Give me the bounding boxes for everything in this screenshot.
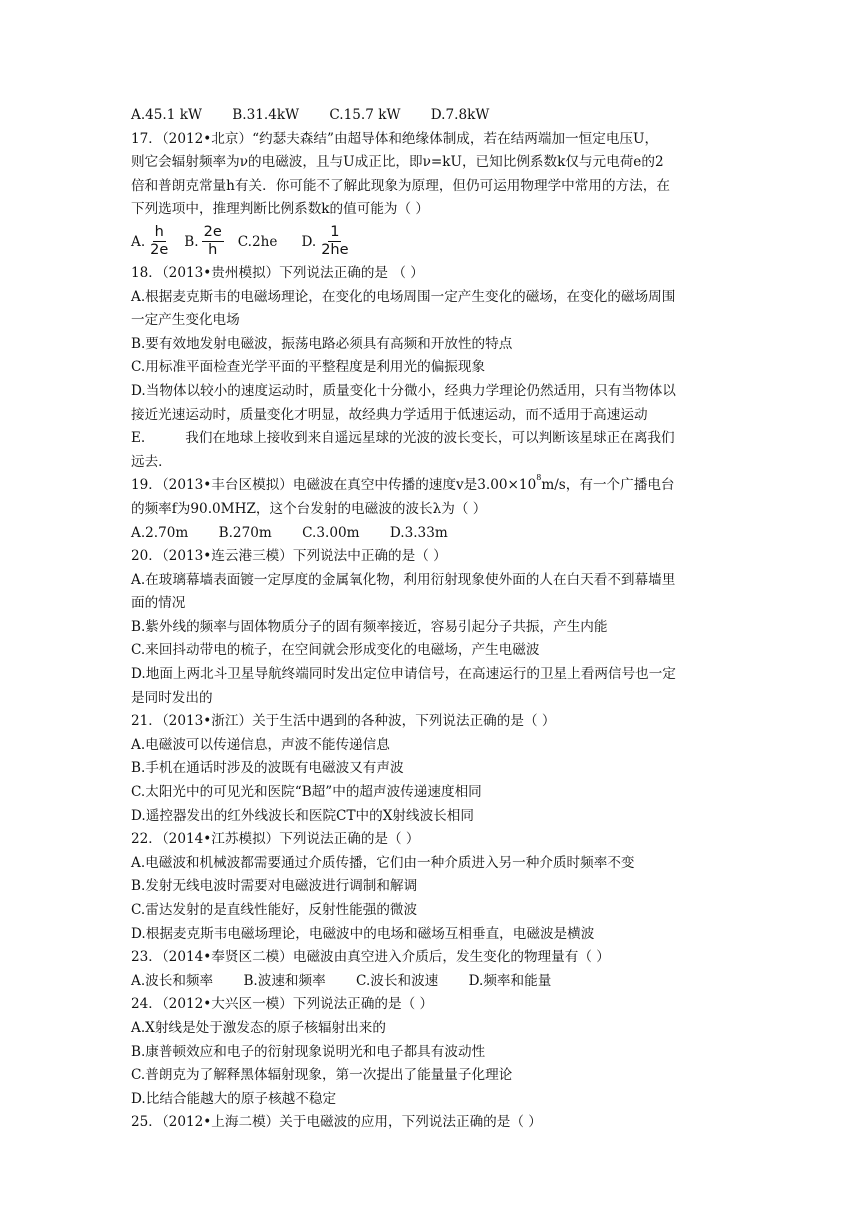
question-21-line-2: A.电磁波可以传递信息，声波不能传递信息 [131, 736, 390, 753]
q19-option-c: C.3.00m [302, 524, 360, 541]
q17-option-a-denominator: 2e [150, 242, 169, 259]
question-25 [131, 1111, 731, 1135]
question-22-line-5: D.根据麦克斯韦电磁场理论，电磁波中的电场和磁场互相垂直，电磁波是横波 [131, 925, 595, 942]
question-22-line-1: 22．（2014•江苏模拟）下列说法正确的是（ ） [131, 831, 420, 848]
question-19 [131, 474, 731, 545]
question-25-line-1: 25．（2012•上海二模）关于电磁波的应用，下列说法正确的是（ ） [131, 1114, 542, 1131]
question-18-line-4: B.要有效地发射电磁波，振荡电路必须具有高频和开放性的特点 [131, 335, 513, 352]
document-page [131, 104, 731, 1135]
question-22-line-4: C.雷达发射的是直线性能好，反射性能强的微波 [131, 902, 418, 918]
question-20-line-2: A.在玻璃幕墙表面镀一定厚度的金属氧化物，利用衍射现象使外面的人在白天看不到幕墙里 [131, 571, 676, 588]
question-22 [131, 828, 731, 946]
question-22-line-3: B.发射无线电波时需要对电磁波进行调制和解调 [131, 878, 418, 895]
q16-option-c: C.15.7 kW [329, 107, 401, 123]
question-20-line-6: D.地面上两北斗卫星导航终端同时发出定位申请信号，在高速运行的卫星上看两信号也一定 [131, 666, 676, 683]
q17-option-a-fraction [148, 224, 170, 259]
question-24-line-4: C.普朗克为了解释黑体辐射现象，第一次提出了能量量子化理论 [131, 1067, 513, 1084]
question-24-line-3: B.康普顿效应和电子的衍射现象说明光和电子都具有波动性 [131, 1043, 486, 1060]
question-21-line-1: 21．（2013•浙江）关于生活中遇到的各种波，下列说法正确的是（ ） [131, 713, 556, 730]
question-17-line-3: 倍和普朗克常量h有关．你可能不了解此现象为原理，但仍可运用物理学中常用的方法，在 [131, 177, 670, 194]
q19-line-1-pre: 19．（2013•丰台区模拟）电磁波在真空中传播的速度v是3.00×10 [131, 477, 537, 494]
q17-option-a-numerator: h [154, 224, 164, 241]
question-21-line-3: B.手机在通话时涉及的波既有电磁波又有声波 [131, 760, 404, 777]
q17-option-c: C.2he [237, 233, 278, 250]
q19-option-b: B.270m [218, 524, 272, 541]
q16-option-d: D.7.8kW [430, 107, 490, 123]
question-17-line-1: 17．（2012•北京）“约瑟夫森结”由超导体和绝缘体制成，若在结两端加一恒定电压U， [131, 130, 659, 147]
q17-option-d-numerator: 1 [330, 224, 340, 241]
q23-options [131, 970, 731, 994]
question-17 [131, 128, 731, 262]
q18-option-e-label: E. [131, 430, 146, 447]
question-18-line-1: 18．（2013•贵州模拟）下列说法正确的是 （ ） [131, 264, 424, 281]
q19-option-a: A.2.70m [131, 524, 189, 541]
q18-option-e-text: 我们在地球上接收到来自遥远星球的光波的波长变长，可以判断该星球正在离我们 [185, 430, 675, 447]
q17-option-b-denominator: h [208, 242, 218, 259]
q17-option-b [184, 224, 223, 259]
question-20-line-5: C.来回抖动带电的梳子，在空间就会形成变化的电磁场，产生电磁波 [131, 642, 540, 659]
q16-option-b: B.31.4kW [232, 107, 300, 123]
question-17-options [131, 222, 731, 262]
question-17-line-2: 则它会辐射频率为ν的电磁波，且与U成正比，即ν=kU，已知比例系数k仅与元电荷e的2 [131, 154, 664, 171]
q23-option-a: A.波长和频率 [131, 972, 214, 989]
question-23 [131, 946, 731, 993]
question-20 [131, 545, 731, 710]
question-24-line-5: D.比结合能越大的原子核越不稳定 [131, 1090, 337, 1107]
q23-option-c: C.波长和波速 [356, 972, 439, 989]
question-20-line-7: 是同时发出的 [131, 689, 213, 706]
question-18-option-e-cont: 远去． [131, 453, 172, 470]
question-24-line-2: A.X射线是处于激发态的原子核辐射出来的 [131, 1019, 386, 1036]
question-18 [131, 262, 731, 474]
q17-option-b-label: B. [184, 233, 199, 250]
question-24-line-1: 24．（2012•大兴区一模）下列说法正确的是（ ） [131, 996, 434, 1013]
q23-option-d: D.频率和能量 [468, 972, 552, 989]
question-18-line-3: 一定产生变化电场 [131, 312, 240, 329]
question-22-line-2: A.电磁波和机械波都需要通过介质传播，它们由一种介质进入另一种介质时频率不变 [131, 854, 635, 871]
q16-option-a: A.45.1 kW [131, 107, 202, 123]
question-21-line-5: D.遥控器发出的红外线波长和医院CT中的X射线波长相同 [131, 807, 474, 824]
q17-option-a-label: A. [131, 233, 146, 250]
question-23-line-1: 23．（2014•奉贤区二模）电磁波由真空进入介质后，发生变化的物理量有（ ） [131, 949, 610, 966]
question-20-line-1: 20．（2013•连云港三模）下列说法中正确的是（ ） [131, 548, 447, 565]
question-19-line-2: 的频率f为90.0MHZ，这个台发射的电磁波的波长λ为（ ） [131, 500, 487, 517]
q16-options [131, 104, 731, 128]
q17-option-d-denominator: 2he [321, 242, 349, 259]
q17-option-d [301, 224, 350, 259]
question-21 [131, 710, 731, 828]
question-18-option-e [131, 427, 731, 451]
question-17-line-4: 下列选项中，推理判断比例系数k的值可能为（ ） [131, 201, 430, 218]
q17-option-d-fraction [319, 224, 350, 259]
question-20-line-4: B.紫外线的频率与固体物质分子的固有频率接近，容易引起分子共振，产生内能 [131, 618, 608, 635]
q19-options [131, 522, 731, 546]
question-24 [131, 993, 731, 1111]
question-18-line-7: 接近光速运动时，质量变化才明显，故经典力学适用于低速运动，而不适用于高速运动 [131, 406, 648, 423]
q19-exponent: 8 [536, 473, 542, 483]
question-18-line-6: D.当物体以较小的速度运动时，质量变化十分微小，经典力学理论仍然适用，只有当物体以 [131, 382, 676, 399]
question-18-line-2: A.根据麦克斯韦的电磁场理论，在变化的电场周围一定产生变化的磁场，在变化的磁场周围 [131, 288, 676, 305]
question-20-line-3: 面的情况 [131, 595, 186, 612]
q23-option-b: B.波速和频率 [243, 972, 326, 989]
q17-option-a [131, 224, 170, 259]
q17-option-b-fraction [202, 224, 224, 259]
question-18-line-5: C.用标准平面检查光学平面的平整程度是利用光的偏振现象 [131, 359, 486, 376]
q19-option-d: D.3.33m [389, 524, 448, 541]
q19-line-1-post: m/s，有一个广播电台 [541, 477, 675, 494]
question-19-line-1 [131, 474, 731, 498]
q17-option-d-label: D. [301, 233, 317, 250]
q17-option-b-numerator: 2e [203, 224, 222, 241]
question-21-line-4: C.太阳光中的可见光和医院“B超”中的超声波传递速度相同 [131, 784, 482, 801]
